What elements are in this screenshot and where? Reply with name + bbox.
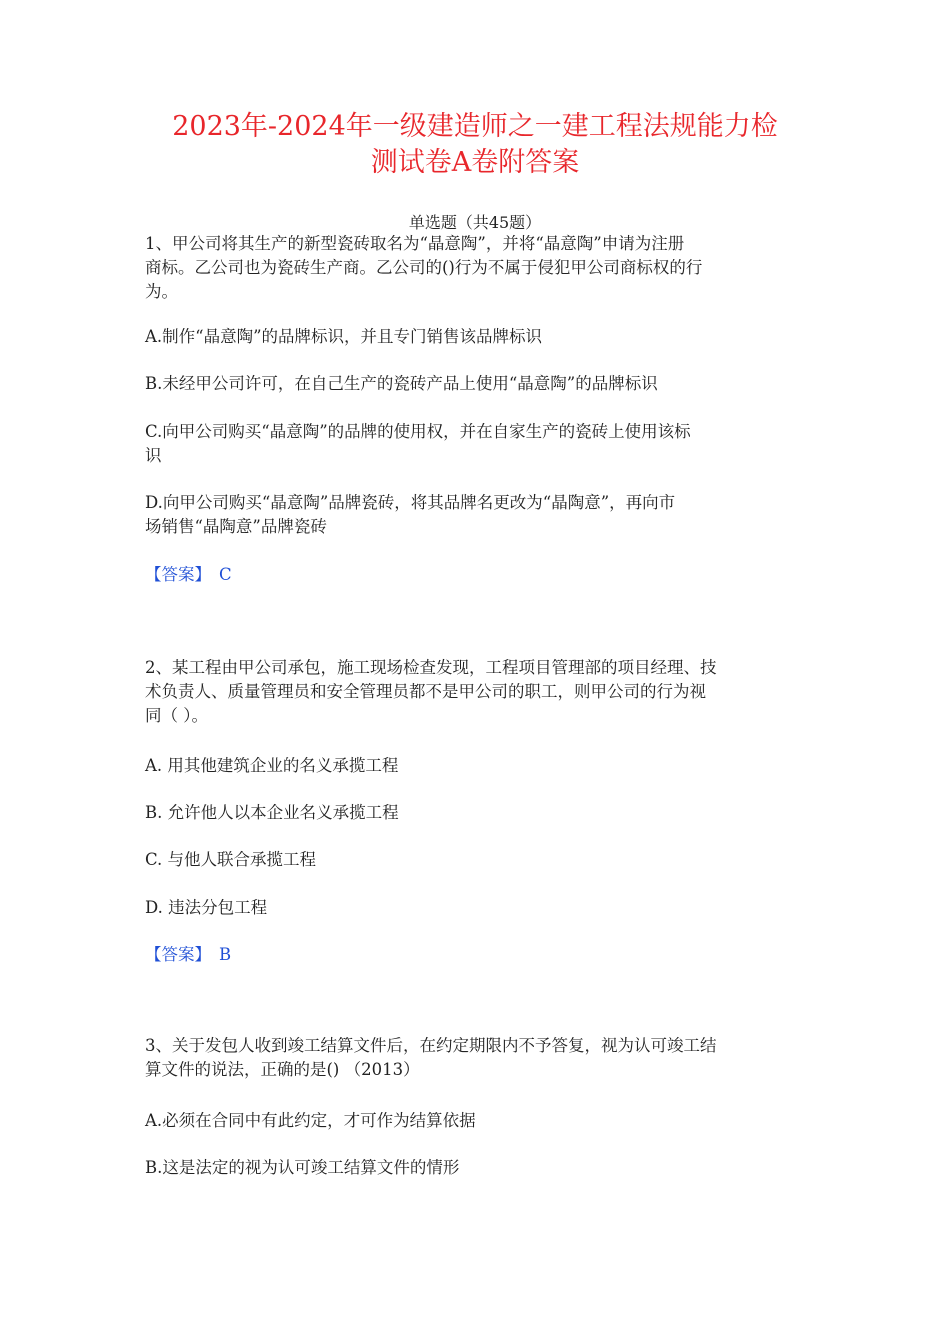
question-3-stem-line-2: 算文件的说法，正确的是() （2013） (145, 1060, 420, 1079)
question-1-option-d-line-2: 场销售“晶陶意”品牌瓷砖 (145, 517, 327, 536)
answer-label: 【答案】 (145, 565, 211, 584)
question-3-option-b: B.这是法定的视为认可竣工结算文件的情形 (145, 1158, 460, 1177)
question-2-option-a: A. 用其他建筑企业的名义承揽工程 (145, 756, 399, 775)
question-2-stem-line-3: 同（ ）。 (145, 706, 208, 725)
question-1-stem-line-1: 1、甲公司将其生产的新型瓷砖取名为“晶意陶”，并将“晶意陶”申请为注册 (145, 234, 685, 253)
question-2-stem-line-2: 术负责人、质量管理员和安全管理员都不是甲公司的职工，则甲公司的行为视 (145, 682, 706, 701)
question-1-stem-line-3: 为。 (145, 282, 178, 301)
document-title-line-2: 测试卷A卷附答案 (370, 147, 580, 178)
question-1-option-c-line-1: C.向甲公司购买“晶意陶”的品牌的使用权，并在自家生产的瓷砖上使用该标 (145, 422, 691, 441)
section-heading: 单选题（共45题） (408, 213, 542, 232)
question-1-option-a: A.制作“晶意陶”的品牌标识，并且专门销售该品牌标识 (145, 327, 543, 346)
question-1-answer (145, 563, 232, 587)
question-2-option-c: C. 与他人联合承揽工程 (145, 850, 317, 869)
question-3-stem-line-1: 3、关于发包人收到竣工结算文件后，在约定期限内不予答复，视为认可竣工结 (145, 1036, 717, 1055)
question-1-option-b: B.未经甲公司许可，在自己生产的瓷砖产品上使用“晶意陶”的品牌标识 (145, 374, 658, 393)
question-2-answer (145, 943, 231, 967)
question-3-option-a: A.必须在合同中有此约定，才可作为结算依据 (145, 1111, 476, 1130)
answer-value: B (219, 945, 232, 964)
document-title-line-1: 2023年-2024年一级建造师之一建工程法规能力检 (172, 111, 778, 142)
question-2-option-d: D. 违法分包工程 (145, 898, 268, 917)
question-1-stem-line-2: 商标。乙公司也为瓷砖生产商。乙公司的()行为不属于侵犯甲公司商标权的行 (145, 258, 703, 277)
answer-label: 【答案】 (145, 945, 211, 964)
question-2-option-b: B. 允许他人以本企业名义承揽工程 (145, 803, 399, 822)
question-1-option-c-line-2: 识 (145, 446, 162, 465)
question-2-stem-line-1: 2、某工程由甲公司承包，施工现场检查发现，工程项目管理部的项目经理、技 (145, 658, 717, 677)
question-1-option-d-line-1: D.向甲公司购买“晶意陶”品牌瓷砖，将其品牌名更改为“晶陶意”，再向市 (145, 493, 676, 512)
answer-value: C (219, 565, 232, 584)
